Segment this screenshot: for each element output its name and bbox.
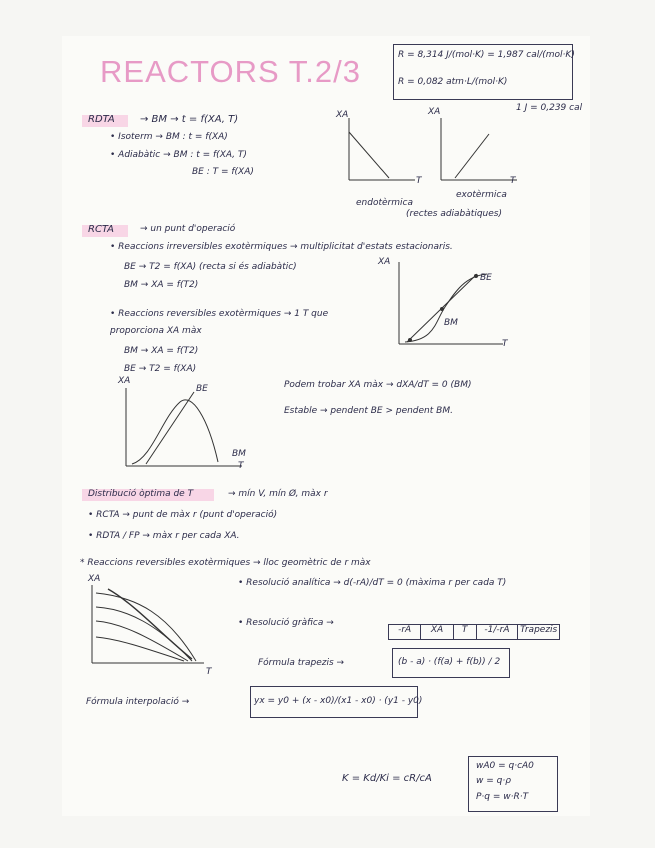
table-col-inv-rA: -1/-rA [477,625,519,639]
rdta-isoterm: • Isoterm → BM : t = f(XA) [110,132,228,142]
rdta-line1: → BM → t = f(XA, T) [140,114,239,125]
dist-rcta: • RCTA → punt de màx r (punt d'operació) [88,510,278,520]
flow-eq-3: P·q = w·R·T [476,792,529,802]
rcta-reversible-graph [122,388,242,470]
rev-label-be: BE [196,384,208,394]
stability-condition: Estable → pendent BE > pendent BM. [284,406,453,416]
dist-label: Distribució òptima de T [88,489,194,499]
dist-reversible: * Reaccions reversibles exotèrmiques → lloc geomètric de r màx [80,558,371,568]
table-col-T: T [454,625,477,639]
gas-constant-1: R = 8,314 J/(mol·K) = 1,987 cal/(mol·K) [398,50,575,60]
table-col-rA: -rA [389,625,421,639]
exo-caption: exotèrmica [456,190,507,200]
rdta-endo-graph [345,118,415,184]
rdta-adiabatic: • Adiabàtic → BM : t = f(XA, T) [110,150,247,160]
table-col-XA: XA [421,625,453,639]
dist-line1: → mín V, mín Ø, màx r [228,489,328,499]
flow-eq-2: w = q·ρ [476,776,511,786]
mult-axis-xa: XA [378,257,391,267]
rcta-irreversible: • Reaccions irreversibles exotèrmiques → multiplicitat d'estats estacionaris. [110,242,453,252]
adiabatic-lines-caption: (rectes adiabàtiques) [406,209,502,219]
equilibrium-k-formula: K = Kd/Ki = cR/cA [342,773,432,784]
opt-axis-t: T [206,667,212,677]
mult-label-bm: BM [444,318,458,328]
rdta-label: RDTA [88,114,115,125]
rcta-irr-bm: BM → XA = f(T2) [124,280,199,290]
endo-caption: endotèrmica [356,198,413,208]
trapezoid-label: Fórmula trapezis → [258,658,345,668]
graphic-resolution: • Resolució gràfica → [238,618,334,628]
mult-axis-t: T [502,339,508,349]
rcta-irr-be: BE → T2 = f(XA) (recta si és adiabàtic) [124,262,297,272]
rdta-exo-graph [437,118,517,184]
analytic-resolution: • Resolució analítica → d(-rA)/dT = 0 (màxima r per cada T) [238,578,507,588]
interpolation-formula: yx = y0 + (x - x0)/(x1 - x0) · (y1 - y0) [254,696,423,706]
rcta-label: RCTA [88,224,114,235]
optimal-temperature-graph [88,585,206,665]
rcta-rev-be: BE → T2 = f(XA) [124,364,197,374]
rev-label-bm: BM [232,449,246,459]
gas-constant-2: R = 0,082 atm·L/(mol·K) [398,77,508,87]
graphic-table [388,624,560,640]
rev-axis-xa: XA [118,376,131,386]
joule-conversion: 1 J = 0,239 cal [516,103,583,113]
rcta-reversible: • Reaccions reversibles exotèrmiques → 1 T que [110,309,329,319]
exo-axis-t: T [510,176,516,186]
mult-label-be: BE [480,273,492,283]
endo-axis-xa: XA [336,110,349,120]
opt-axis-xa: XA [88,574,101,584]
rev-axis-t: T [238,461,244,471]
flow-eq-1: wA0 = q·cA0 [476,761,534,771]
dist-rdta: • RDTA / FP → màx r per cada XA. [88,531,240,541]
exo-axis-xa: XA [428,107,441,117]
xa-max-equation: Podem trobar XA màx → dXA/dT = 0 (BM) [284,380,472,390]
interpolation-label: Fórmula interpolació → [86,697,190,707]
rdta-adiabatic-be: BE : T = f(XA) [192,167,254,177]
table-col-trapezis: Trapezis [520,625,558,635]
rcta-rev-bm: BM → XA = f(T2) [124,346,199,356]
endo-axis-t: T [416,176,422,186]
page-title: REACTORS T.2/3 [100,54,361,89]
trapezoid-formula: (b - a) · (f(a) + f(b)) / 2 [398,657,501,667]
rcta-line1: → un punt d'operació [140,224,236,234]
rcta-reversible-2: proporciona XA màx [110,326,202,336]
